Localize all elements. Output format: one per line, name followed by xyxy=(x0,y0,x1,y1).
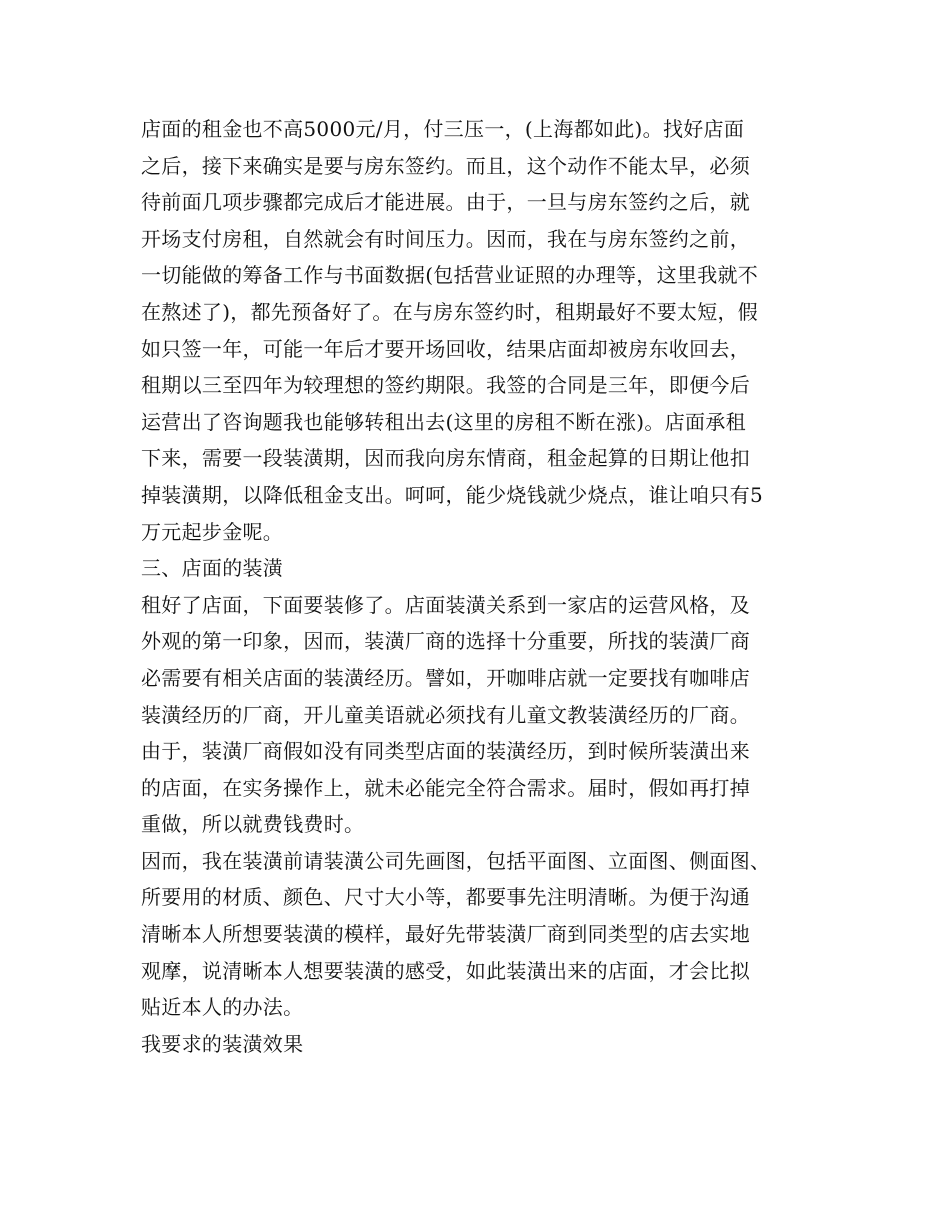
text-line: 店面的租金也不高5000元/月，付三压一，(上海都如此)。找好店面 xyxy=(141,117,745,141)
text-line: 所要用的材质、颜色、尺寸大小等，都要事先注明清晰。为便于沟通 xyxy=(141,885,750,910)
text-line: 之后，接下来确实是要与房东签约。而且，这个动作不能太早，必须 xyxy=(141,153,750,178)
text-line: 租期以三至四年为较理想的签约期限。我签的合同是三年，即便今后 xyxy=(141,373,750,398)
text-line: 如只签一年，可能一年后才要开场回收，结果店面却被房东收回去， xyxy=(141,336,750,361)
text-line: 待前面几项步骤都完成后才能进展。由于，一旦与房东签约之后，就 xyxy=(141,190,750,215)
text-line: 万元起步金呢。 xyxy=(141,519,284,544)
text-line: 的店面，在实务操作上，就未必能完全符合需求。届时，假如再打掉 xyxy=(141,775,750,800)
text-line: 清晰本人所想要装潢的模样，最好先带装潢厂商到同类型的店去实地 xyxy=(141,922,750,947)
text-line: 外观的第一印象，因而，装潢厂商的选择十分重要，所找的装潢厂商 xyxy=(141,629,750,654)
document-body xyxy=(141,111,841,1062)
section-heading: 三、店面的装潢 xyxy=(141,556,284,581)
text-line: 贴近本人的办法。 xyxy=(141,995,304,1020)
text-line: 重做，所以就费钱费时。 xyxy=(141,812,365,837)
text-line: 开场支付房租，自然就会有时间压力。因而，我在与房东签约之前， xyxy=(141,226,750,251)
text-line: 由于，装潢厂商假如没有同类型店面的装潢经历，到时候所装潢出来 xyxy=(141,739,750,764)
text-line: 租好了店面，下面要装修了。店面装潢关系到一家店的运营风格，及 xyxy=(141,592,750,617)
text-line: 运营出了咨询题我也能够转租出去(这里的房租不断在涨)。店面承租 xyxy=(141,409,746,434)
text-line: 必需要有相关店面的装潢经历。譬如，开咖啡店就一定要找有咖啡店 xyxy=(141,665,750,690)
text-line: 一切能做的筹备工作与书面数据(包括营业证照的办理等，这里我就不 xyxy=(141,263,759,288)
text-line: 观摩，说清晰本人想要装潢的感受，如此装潢出来的店面，才会比拟 xyxy=(141,958,750,983)
text-line: 下来，需要一段装潢期，因而我向房东情商，租金起算的日期让他扣 xyxy=(141,446,750,471)
text-line: 因而，我在装潢前请装潢公司先画图，包括平面图、立面图、侧面图、 xyxy=(141,848,771,873)
text-line: 装潢经历的厂商，开儿童美语就必须找有儿童文教装潢经历的厂商。 xyxy=(141,702,750,727)
text-line: 我要求的装潢效果 xyxy=(141,1031,304,1056)
text-line: 掉装潢期，以降低租金支出。呵呵，能少烧钱就少烧点，谁让咱只有5 xyxy=(141,482,764,507)
text-line: 在熬述了)，都先预备好了。在与房东签约时，租期最好不要太短，假 xyxy=(141,299,759,324)
